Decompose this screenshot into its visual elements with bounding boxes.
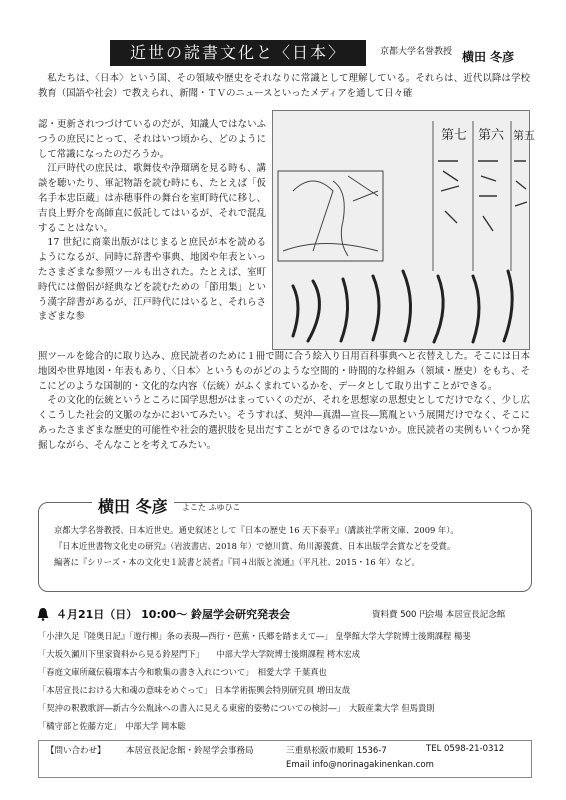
event-fee: 資料費 500 円 xyxy=(372,610,428,620)
talk-item: 「橘守部と佐藤方定」 中部大学 岡本聡 xyxy=(38,721,186,731)
bell-icon xyxy=(36,607,50,621)
contact-address: 三重県松阪市殿町 1536-7 xyxy=(286,746,387,756)
profile-name: 横田 冬彦 xyxy=(92,494,174,517)
illustration-label-1: 第七 xyxy=(441,128,468,143)
profile-text xyxy=(54,522,522,570)
contact-phone: TEL 0598-21-0312 xyxy=(426,744,505,754)
talk-item: 「本居宣長における大和魂の意味をめぐって」 日本学術振興会特別研究員 増田友哉 xyxy=(38,685,351,695)
profile-line-1: 京都大学名誉教授、日本近世史。通史叙述として『日本の歴史 16 天下泰平』（講談社学術文庫、2009 年）。 xyxy=(54,525,459,535)
contact-email[interactable]: Email info@norinagakinenkan.com xyxy=(286,760,434,770)
essay-paragraph-1-cont: 認・更新されつづけているのだが、知識人ではないふつうの庶民にとって、それはいつ頃から、どのようにして常識になったのだろうか。 xyxy=(38,119,266,160)
author-affiliation: 京都大学名誉教授 xyxy=(380,47,453,57)
profile-reading: よこた ふゆひこ xyxy=(182,503,241,512)
event-title: ４月21日（日） 10:00～ 鈴屋学会研究発表会 xyxy=(56,608,290,621)
contact-label: 【問い合わせ】 xyxy=(46,746,106,756)
author-name: 横田 冬彦 xyxy=(462,50,515,64)
page-title: 近世の読書文化と〈日本〉 xyxy=(110,40,366,66)
essay-column xyxy=(38,118,266,325)
essay-lower xyxy=(38,350,530,454)
essay-paragraph-3-cont: 照ツールを総合的に取り込み、庶民読者のために１冊で間に合う絵入り日用百科事典へと衣替えした。そこには日本地図や世界地図・年表もあり、〈日本〉というものがどのような空間的・時間的な枠組み（領域・歴史）をもち、そこにどのような国制的・文化的な内容（伝統）がふくまれているかを、データとして取り出すことができる。 xyxy=(38,351,530,392)
illustration-label-2: 第六 xyxy=(478,128,505,143)
talk-item: 「契沖の釈教歌評―新古今公胤詠への書入に見える東密的姿勢についての検討―」 大阪産業大学 但馬貴則 xyxy=(38,703,435,713)
event-venue: 会場 本居宣長記念館 xyxy=(426,610,506,620)
essay-paragraph-2: 江戸時代の庶民は、歌舞伎や浄瑠璃を見る時も、講談を聴いたり、軍記物語を読む時にも、たとえば「仮名手本忠臣蔵」は赤穂事件の舞台を室町時代に移し、吉良上野介を高師直に仮託してはいるが、それで混乱することはない。 xyxy=(38,163,266,234)
profile-line-3: 編著に『シリーズ・本の文化史１読書と読者』『同４出版と流通』（平凡社、2015・16 年）など。 xyxy=(54,557,420,567)
talk-item: 「大坂久瀬川下里家資料から見る鈴屋門下」 中部大学大学院博士後期課程 樗木宏成 xyxy=(38,649,361,659)
talk-item: 「小津久足『陸奥日記』「遊行柳」条の表現―西行・芭蕉・氏郷を踏まえて―」 皇學館大学大学院博士後期課程 楊斐 xyxy=(38,631,471,641)
contact-organization: 本居宣長記念館・鈴屋学会事務局 xyxy=(126,746,254,756)
illustration-graphic xyxy=(273,111,535,349)
profile-line-2: 『日本近世書物文化史の研究』（岩波書店、2018 年）で徳川賞、角川源義賞、日本出版学会賞などを受賞。 xyxy=(54,541,456,551)
essay-paragraph-1: 私たちは、〈日本〉という国、その領域や歴史をそれなりに常識として理解している。それらは、近代以降は学校教育（国語や社会）で教えられ、新聞・ＴＶのニュースといったメディアを通して日々確 xyxy=(38,73,530,99)
essay-paragraph-4: その文化的伝統というところに国学思想がはまっていくのだが、それを思想家の思想史としてだけでなく、少し広くこうした社会的文脈のなかにおいてみたい。そうすれば、契沖―真淵―宣長―篤胤という展開だけでなく、そこにあったさまざまな歴史的可能性や社会的選択肢を見出だすことができるのではないか。庶民読者の実例もいくつか発掘しながら、そんなことを考えてみたい。 xyxy=(38,395,530,451)
essay-paragraph-3: 17 世紀に商業出版がはじまると庶民が本を読めるようになるが、同時に辞書や事典、地図や年表といったさまざまな参照ツールも出された。たとえば、室町時代には僧侶が経典などを読むための「節用集」という漢字辞書があるが、江戸時代にはいると、それらさまざまな参 xyxy=(38,237,266,323)
illustration-label-3: 第五 xyxy=(513,129,535,142)
woodblock-illustration xyxy=(272,110,535,350)
talk-item: 「春庭文庫所蔵伝稿瑠本古今和歌集の書き入れについて」 相愛大学 千葉真也 xyxy=(38,667,327,677)
